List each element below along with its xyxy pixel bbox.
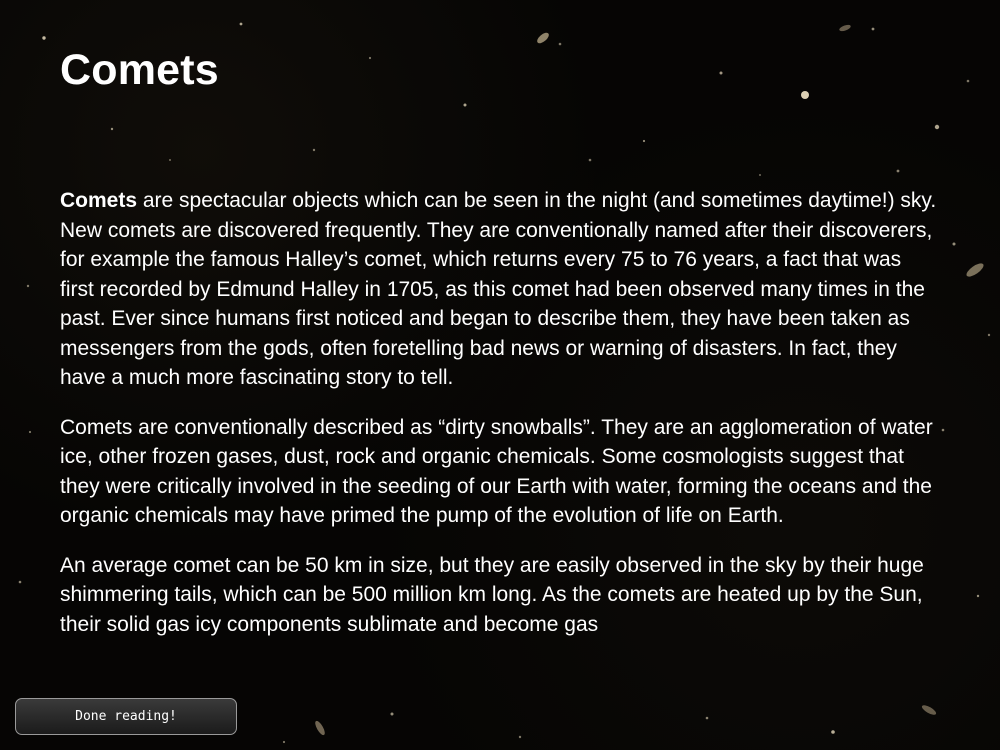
article-paragraph — [60, 186, 940, 393]
article-scroll-area[interactable] — [60, 186, 940, 692]
done-reading-button[interactable]: Done reading! — [15, 698, 237, 735]
article-paragraph: An average comet can be 50 km in size, but they are easily observed in the sky by their huge shimmering tails, which can be 500 million km long. As the comets are heated up by the Sun, their solid gas icy components sublimate and become gas — [60, 553, 924, 636]
article-paragraph: Comets are conventionally described as “dirty snowballs”. They are an agglomeration of water ice, other frozen gases, dust, rock and organic chemicals. Some cosmologists suggest that they were critically involved in the seeding of our Earth with water, forming the oceans and the organic chemicals may have primed the pump of the evolution of life on Earth. — [60, 415, 933, 527]
article-lead-term: Comets — [60, 189, 138, 212]
article-paragraph-text: are spectacular objects which can be seen in the night (and sometimes daytime!) sky. New comets are discovered frequently. They are conventionally named after their discoverers, for example the famous Halley’s comet, which returns every 75 to 76 years, a fact that was first recorded by Edmund Halley in 1705, as this comet had been observed many times in the past. Ever since humans first noticed and began to describe them, they have been taken as messengers from the gods, often foretelling bad news or warning of disasters. In fact, they have a much more fascinating story to tell. — [60, 189, 937, 389]
page-title: Comets — [60, 46, 219, 94]
